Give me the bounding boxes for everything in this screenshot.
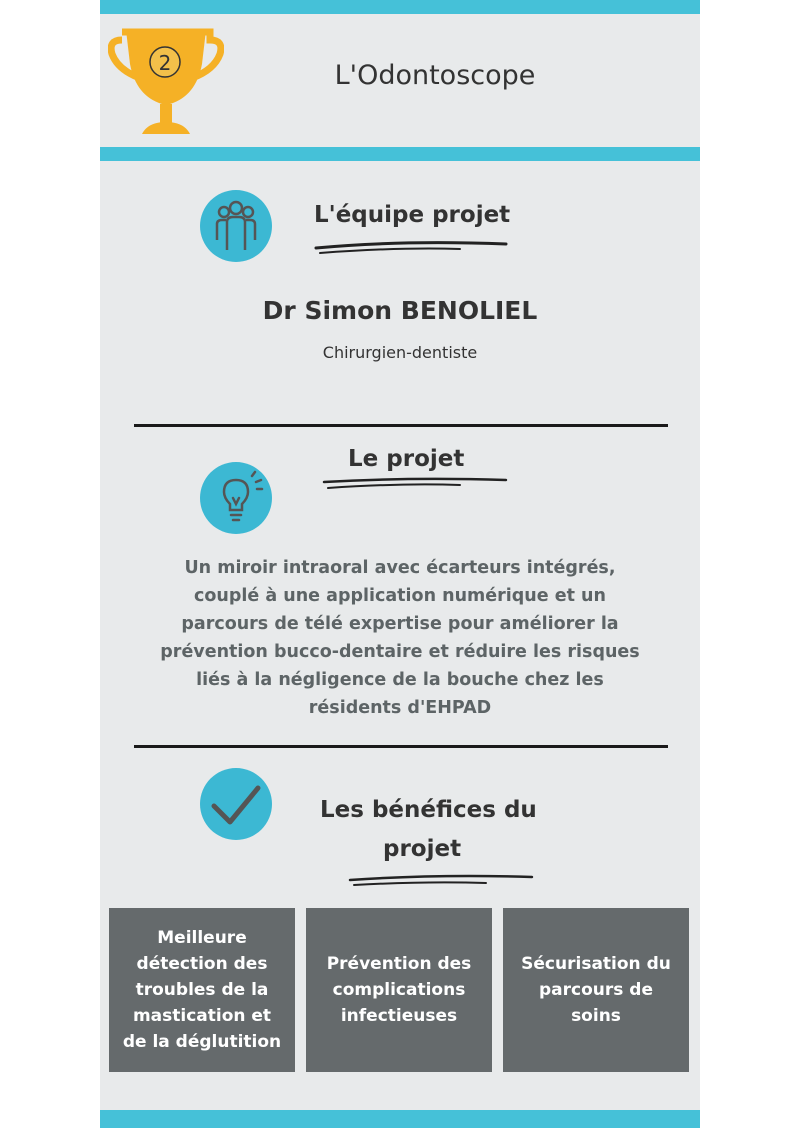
page-title: L'Odontoscope (334, 60, 536, 91)
project-description: Un miroir intraoral avec écarteurs intégrés, couplé à une application numérique et un parcours de télé expertise pour améliorer la prévention bucco-dentaire et réduire les risques liés à la négligence de la bouche chez les résidents d'EHPAD (160, 558, 640, 718)
infographic-panel (100, 0, 700, 1128)
team-section-title: L'équipe projet (314, 202, 511, 228)
benefits-circle (200, 768, 272, 840)
benefit-text: Sécurisation du parcours de soins (521, 954, 671, 1026)
checkmark-icon (200, 768, 272, 840)
project-underline (320, 476, 510, 492)
benefit-text: Meilleure détection des troubles de la mastication et de la déglutition (122, 928, 282, 1052)
header-bar (100, 147, 700, 161)
divider (134, 745, 668, 748)
trophy-rank: 2 (158, 51, 172, 75)
bottom-bar (100, 1110, 700, 1128)
top-bar (100, 0, 700, 14)
lightbulb-icon (200, 462, 272, 534)
team-member-role: Chirurgien-dentiste (322, 343, 478, 362)
benefits-underline (346, 872, 536, 888)
benefits-section-title-line2: projet (383, 836, 462, 862)
team-circle (200, 190, 272, 262)
team-member-name: Dr Simon BENOLIEL (262, 296, 538, 325)
benefit-card (306, 908, 492, 1072)
trophy-icon (108, 26, 224, 144)
benefit-card (109, 908, 295, 1072)
project-section-title: Le projet (348, 446, 465, 472)
project-circle (200, 462, 272, 534)
divider (134, 424, 668, 427)
team-icon (200, 190, 272, 262)
benefit-text: Prévention des complications infectieuses (326, 954, 472, 1026)
benefits-section-title: Les bénéfices du (320, 797, 537, 823)
benefit-card (503, 908, 689, 1072)
team-underline (310, 236, 510, 256)
